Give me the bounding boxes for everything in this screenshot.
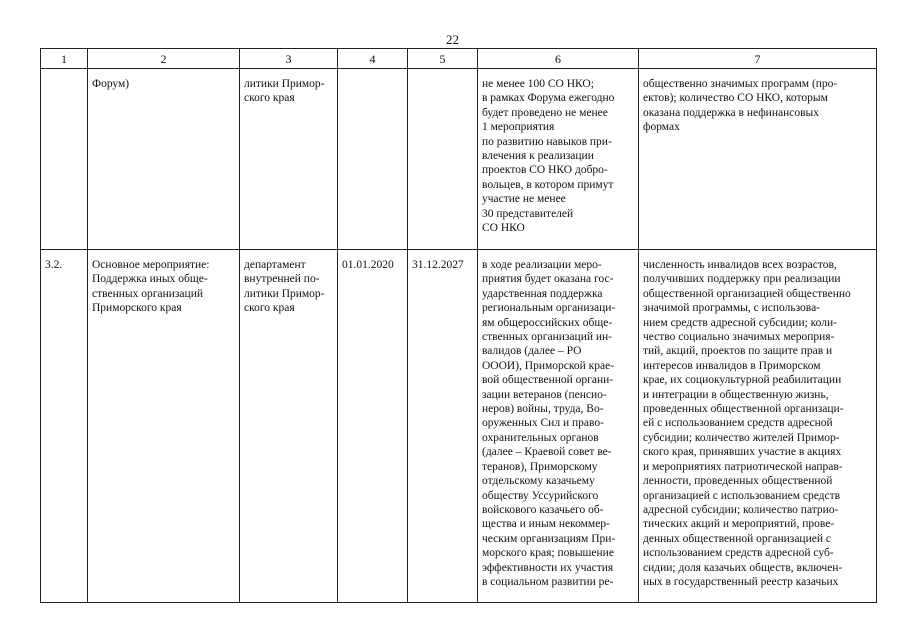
header-cell-4: 4 (338, 49, 408, 69)
executor-cell: литики Примор- ского края (240, 69, 338, 250)
header-cell-5: 5 (408, 49, 478, 69)
executor-cell: департамент внутренней по- литики Примор- ского края (240, 250, 338, 603)
header-cell-3: 3 (240, 49, 338, 69)
end-date-cell (408, 69, 478, 250)
expected-result-cell: в ходе реализации меро- приятия будет оказана гос- ударственная поддержка региональным организаци- ям общероссийских обще- ственных организаций ин- валидов (далее – РО ОООИ), Приморской крае- вой общественной органи- зации ветеранов (пенсио- неров) войны, труда, Во- оруженных Сил и право- охранительных органов (далее – Краевой совет ве- теранов), Приморскому отдельскому казачьему обществу Уссурийского войскового казачьего об- щества и иным некоммер- ческим организациям При- морского края; повышение эффективности их участия в социальном развитии ре- (478, 250, 639, 603)
header-cell-2: 2 (88, 49, 240, 69)
table-header-row (41, 49, 877, 69)
program-table (40, 48, 877, 603)
page-number: 22 (446, 32, 459, 47)
row-number-cell (41, 69, 88, 250)
activity-name-cell: Основное мероприятие: Поддержка иных обще- ственных организаций Приморского края (88, 250, 240, 603)
indicator-cell: численность инвалидов всех возрастов, получивших поддержку при реализации общественной организацией общественно значимой программы, с использова- нием средств адресной субсидии; коли- чество социально значимых мероприя- тий, акций, проектов по защите прав и интересов инвалидов в Приморском крае, их социокультурной реабилитации и интеграции в общественную жизнь, проведенных общественной организаци- ей с использованием средств адресной субсидии; количество жителей Примор- ского края, принявших участие в акциях и мероприятиях патриотической направ- ленности, проведенных общественной организацией с использованием средств адресной субсидии; количество патрио- тических акций и мероприятий, прове- денных общественной организацией с использованием средств адресной суб- сидии; доля казачьих обществ, включен- ных в государственный реестр казачьих (639, 250, 877, 603)
table-row (41, 250, 877, 603)
table-row (41, 69, 877, 250)
activity-name-cell: Форум) (88, 69, 240, 250)
start-date-cell: 01.01.2020 (338, 250, 408, 603)
start-date-cell (338, 69, 408, 250)
indicator-cell: общественно значимых программ (про- ектов); количество СО НКО, которым оказана поддержка в нефинансовых формах (639, 69, 877, 250)
expected-result-cell: не менее 100 СО НКО; в рамках Форума ежегодно будет проведено не менее 1 мероприятия по развитию навыков при- влечения к реализации проектов СО НКО добро- вольцев, в котором примут участие не менее 30 представителей СО НКО (478, 69, 639, 250)
row-number-cell: 3.2. (41, 250, 88, 603)
end-date-cell: 31.12.2027 (408, 250, 478, 603)
header-cell-6: 6 (478, 49, 639, 69)
header-cell-1: 1 (41, 49, 88, 69)
header-cell-7: 7 (639, 49, 877, 69)
